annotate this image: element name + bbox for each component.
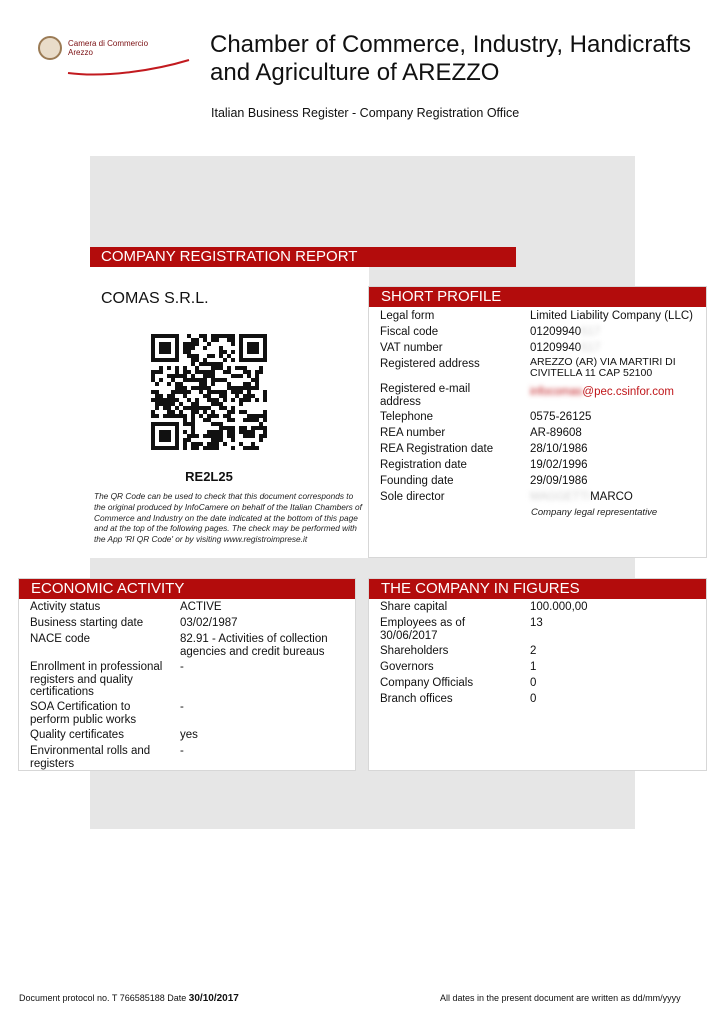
director-visible: MARCO — [590, 491, 633, 503]
chamber-seal-icon — [38, 36, 62, 60]
governors-label: Governors — [380, 661, 434, 673]
qr-code-image — [140, 324, 278, 460]
vat-label: VAT number — [380, 342, 443, 354]
nace-value: 82.91 - Activities of collection agencies and credit bureaus — [180, 633, 328, 658]
activity-status-label: Activity status — [30, 601, 101, 613]
director-label: Sole director — [380, 491, 445, 503]
environmental-value: - — [180, 745, 184, 757]
logo-text: Camera di Commercio Arezzo — [68, 39, 149, 57]
registration-date-label: Registration date — [380, 459, 467, 471]
qr-code-label: RE2L25 — [185, 469, 233, 484]
business-start-value: 03/02/1987 — [180, 617, 238, 629]
rea-date-value: 28/10/1986 — [530, 443, 588, 455]
legal-form-value: Limited Liability Company (LLC) — [530, 310, 693, 322]
report-heading: COMPANY REGISTRATION REPORT — [90, 247, 516, 267]
protocol-text: Document protocol no. T 766585188 Date — [19, 993, 189, 1003]
email-value — [530, 386, 674, 399]
director-value — [530, 491, 633, 504]
logo-swoosh-icon — [66, 58, 191, 76]
page-title: Chamber of Commerce, Industry, Handicrafts and Agriculture of AREZZO — [210, 31, 692, 86]
founding-date-label: Founding date — [380, 475, 454, 487]
soa-value: - — [180, 701, 184, 713]
nace-label: NACE code — [30, 633, 91, 645]
employees-label: Employees as of 30/06/2017 — [380, 617, 466, 642]
activity-status-value: ACTIVE — [180, 601, 222, 613]
rea-label: REA number — [380, 427, 446, 439]
officials-label: Company Officials — [380, 677, 474, 689]
address-label: Registered address — [380, 358, 480, 370]
officials-value: 0 — [530, 677, 537, 689]
rea-date-label: REA Registration date — [380, 443, 494, 455]
director-redacted: MAGGETTI — [530, 491, 591, 503]
branch-offices-value: 0 — [530, 693, 537, 705]
figures-heading: THE COMPANY IN FIGURES — [369, 579, 706, 599]
fiscal-code-redacted: 517 — [581, 326, 601, 338]
soa-label: SOA Certification to perform public works — [30, 701, 137, 726]
fiscal-code-value — [530, 326, 600, 339]
quality-label: Quality certificates — [30, 729, 124, 741]
page-subtitle: Italian Business Register - Company Registration Office — [211, 106, 520, 120]
shareholders-value: 2 — [530, 645, 537, 657]
protocol-line — [19, 993, 239, 1004]
branch-offices-label: Branch offices — [380, 693, 453, 705]
email-label: Registered e-mail address — [380, 383, 471, 408]
enrollment-label: Enrollment in professional registers and quality certifications — [30, 661, 163, 698]
registration-date-value: 19/02/1996 — [530, 459, 588, 471]
shareholders-label: Shareholders — [380, 645, 449, 657]
economic-activity-heading: ECONOMIC ACTIVITY — [19, 579, 355, 599]
employees-value: 13 — [530, 617, 543, 629]
business-start-label: Business starting date — [30, 617, 144, 629]
dates-note: All dates in the present document are written as dd/mm/yyyy — [440, 993, 681, 1003]
vat-redacted: 517 — [581, 342, 601, 354]
founding-date-value: 29/09/1986 — [530, 475, 588, 487]
environmental-label: Environmental rolls and registers — [30, 745, 151, 770]
share-capital-label: Share capital — [380, 601, 448, 613]
protocol-date: 30/10/2017 — [188, 993, 239, 1004]
short-profile-heading: SHORT PROFILE — [369, 287, 706, 307]
qr-note: The QR Code can be used to check that this document corresponds to the original produced by InfoCamere on behalf of the Italian Chambers of Commerce and Industry on the date indicated at the bottom of this page and at the top of the following pages. The check may be performed with the App 'RI QR Code' or by visiting www.registroimprese.it — [94, 491, 362, 545]
enrollment-value: - — [180, 661, 184, 673]
vat-value — [530, 342, 600, 355]
qr-code-icon — [140, 324, 278, 460]
share-capital-value: 100.000,00 — [530, 601, 588, 613]
company-name: COMAS S.R.L. — [101, 290, 209, 307]
director-role: Company legal representative — [531, 507, 658, 518]
fiscal-code-label: Fiscal code — [380, 326, 439, 338]
telephone-label: Telephone — [380, 411, 434, 423]
quality-value: yes — [180, 729, 198, 741]
fiscal-code-visible: 01209940 — [530, 326, 582, 338]
address-value: AREZZO (AR) VIA MARTIRI DI CIVITELLA 11 CAP 52100 — [530, 356, 676, 379]
legal-form-label: Legal form — [380, 310, 435, 322]
telephone-value: 0575-26125 — [530, 411, 592, 423]
rea-value: AR-89608 — [530, 427, 582, 439]
governors-value: 1 — [530, 661, 537, 673]
vat-visible: 01209940 — [530, 342, 582, 354]
email-visible: @pec.csinfor.com — [582, 386, 674, 398]
chamber-logo — [38, 36, 178, 76]
email-redacted: infocomas — [530, 386, 583, 398]
